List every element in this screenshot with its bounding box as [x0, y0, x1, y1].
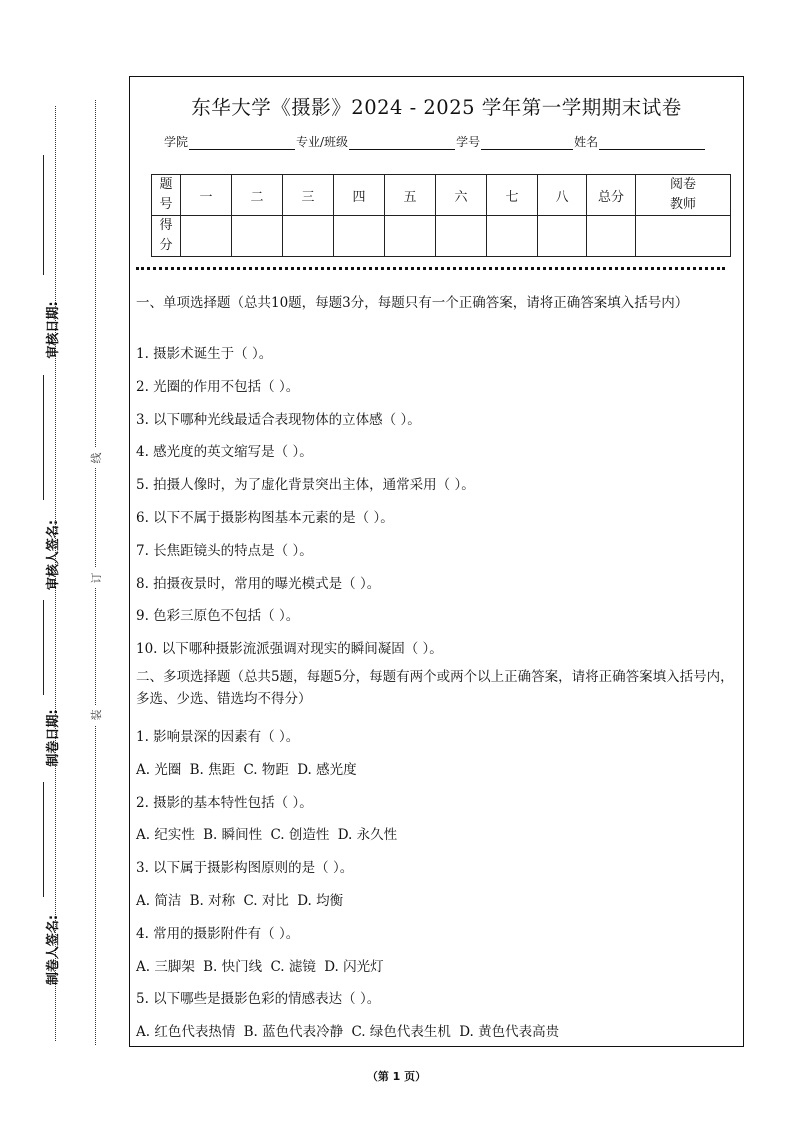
option: B. 蓝色代表冷静 [243, 1024, 344, 1041]
option: D. 均衡 [297, 892, 344, 909]
question-item: 10. 以下哪种摄影流派强调对现实的瞬间凝固（ ）。 [136, 641, 443, 658]
dotted-separator [136, 267, 725, 270]
question-item: 2. 摄影的基本特性包括（ ）。 [136, 794, 313, 811]
question-item: 5. 以下哪些是摄影色彩的情感表达（ ）。 [136, 991, 381, 1008]
question-item: 2. 光圈的作用不包括（ ）。 [136, 378, 300, 395]
option: A. 红色代表热情 [136, 1024, 236, 1041]
grader-cell[interactable] [636, 216, 731, 257]
student-id-field[interactable] [481, 135, 573, 150]
grader-label: 阅卷 教师 [636, 175, 731, 216]
score-table [151, 174, 731, 257]
name-field[interactable] [599, 135, 705, 150]
reviewer-signature-label: 审核人签名: [45, 519, 61, 591]
student-id-label: 学号 [456, 135, 481, 149]
college-field[interactable] [189, 135, 295, 150]
question-item: 5. 拍摄人像时，为了虚化背景突出主体，通常采用（ ）。 [136, 477, 475, 494]
option: A. 光圈 [136, 761, 182, 778]
score-cell[interactable] [487, 216, 538, 257]
option-row [136, 885, 736, 918]
option-row [136, 1016, 736, 1049]
score-cell[interactable] [385, 216, 436, 257]
score-col-1: 一 [181, 175, 232, 216]
option: A. 纪实性 [136, 827, 195, 844]
option: B. 对称 [189, 892, 236, 909]
option: B. 瞬间性 [203, 827, 263, 844]
option: A. 简洁 [136, 892, 182, 909]
option: C. 滤镜 [270, 958, 316, 975]
question-item: 4. 感光度的英文缩写是（ ）。 [136, 444, 313, 461]
score-label: 得 分 [152, 216, 181, 257]
score-cell[interactable] [232, 216, 283, 257]
major-class-label: 专业/班级 [296, 135, 349, 149]
score-cell[interactable] [283, 216, 334, 257]
option: B. 焦距 [189, 761, 236, 778]
option: C. 绿色代表生机 [351, 1024, 451, 1041]
question-item: 3. 以下属于摄影构图原则的是（ ）。 [136, 860, 354, 877]
cut-mark-mount: 装 [86, 705, 106, 725]
option: D. 黄色代表高贵 [459, 1024, 560, 1041]
exam-date-label: 制卷日期: [45, 709, 61, 767]
option: D. 感光度 [297, 761, 357, 778]
score-col-5: 五 [385, 175, 436, 216]
score-col-3: 三 [283, 175, 334, 216]
exam-title: 东华大学《摄影》2024 - 2025 学年第一学期期末试卷 [191, 96, 682, 119]
score-col-7: 七 [487, 175, 538, 216]
option: D. 闪光灯 [324, 958, 384, 975]
option-row [136, 754, 736, 787]
score-col-2: 二 [232, 175, 283, 216]
option: B. 快门线 [203, 958, 263, 975]
score-table-header-row [152, 175, 731, 216]
score-cell[interactable] [181, 216, 232, 257]
option-row [136, 951, 736, 984]
question-item: 7. 长焦距镜头的特点是（ ）。 [136, 542, 313, 559]
question-item: 9. 色彩三原色不包括（ ）。 [136, 608, 300, 625]
score-cell-total[interactable] [587, 216, 636, 257]
question-number-label: 题 号 [152, 175, 181, 216]
section1-heading: 一、单项选择题（总共10题，每题3分，每题只有一个正确答案，请将正确答案填入括号内） [136, 295, 689, 311]
score-col-total: 总分 [587, 175, 636, 216]
score-cell[interactable] [334, 216, 385, 257]
page-number: （第 1 页） [366, 1070, 427, 1083]
name-label: 姓名 [574, 135, 599, 149]
cut-mark-bind: 订 [86, 568, 106, 588]
score-cell[interactable] [538, 216, 587, 257]
cut-mark-line: 线 [86, 448, 106, 468]
major-class-field[interactable] [349, 135, 455, 150]
option: C. 对比 [243, 892, 289, 909]
exam-maker-signature-label: 制卷人签名: [45, 914, 61, 986]
college-label: 学院 [164, 135, 189, 149]
score-col-8: 八 [538, 175, 587, 216]
student-info-row [164, 133, 706, 150]
question-item: 1. 影响景深的因素有（ ）。 [136, 728, 300, 745]
section2-heading: 二、多项选择题（总共5题，每题5分，每题有两个或两个以上正确答案，请将正确答案填入括号内，多选、少选、错选均不得分） [136, 668, 734, 707]
review-date-line [43, 155, 44, 275]
exam-maker-signature-line [43, 782, 44, 897]
score-col-4: 四 [334, 175, 385, 216]
question-item: 6. 以下不属于摄影构图基本元素的是（ ）。 [136, 509, 394, 526]
question-item: 1. 摄影术诞生于（ ）。 [136, 346, 273, 362]
review-date-label: 审核日期: [45, 301, 61, 359]
exam-date-line [43, 600, 44, 695]
score-table-score-row [152, 216, 731, 257]
option: A. 三脚架 [136, 958, 195, 975]
reviewer-signature-line [43, 375, 44, 500]
question-item: 3. 以下哪种光线最适合表现物体的立体感（ ）。 [136, 411, 421, 428]
score-cell[interactable] [436, 216, 487, 257]
exam-frame [129, 76, 744, 1047]
option: D. 永久性 [337, 827, 398, 844]
score-col-6: 六 [436, 175, 487, 216]
exam-content [136, 292, 736, 1049]
question-item: 8. 拍摄夜景时，常用的曝光模式是（ ）。 [136, 575, 381, 592]
option: C. 创造性 [270, 827, 330, 844]
option: C. 物距 [243, 761, 289, 778]
question-item: 4. 常用的摄影附件有（ ）。 [136, 925, 300, 942]
option-row [136, 819, 736, 852]
